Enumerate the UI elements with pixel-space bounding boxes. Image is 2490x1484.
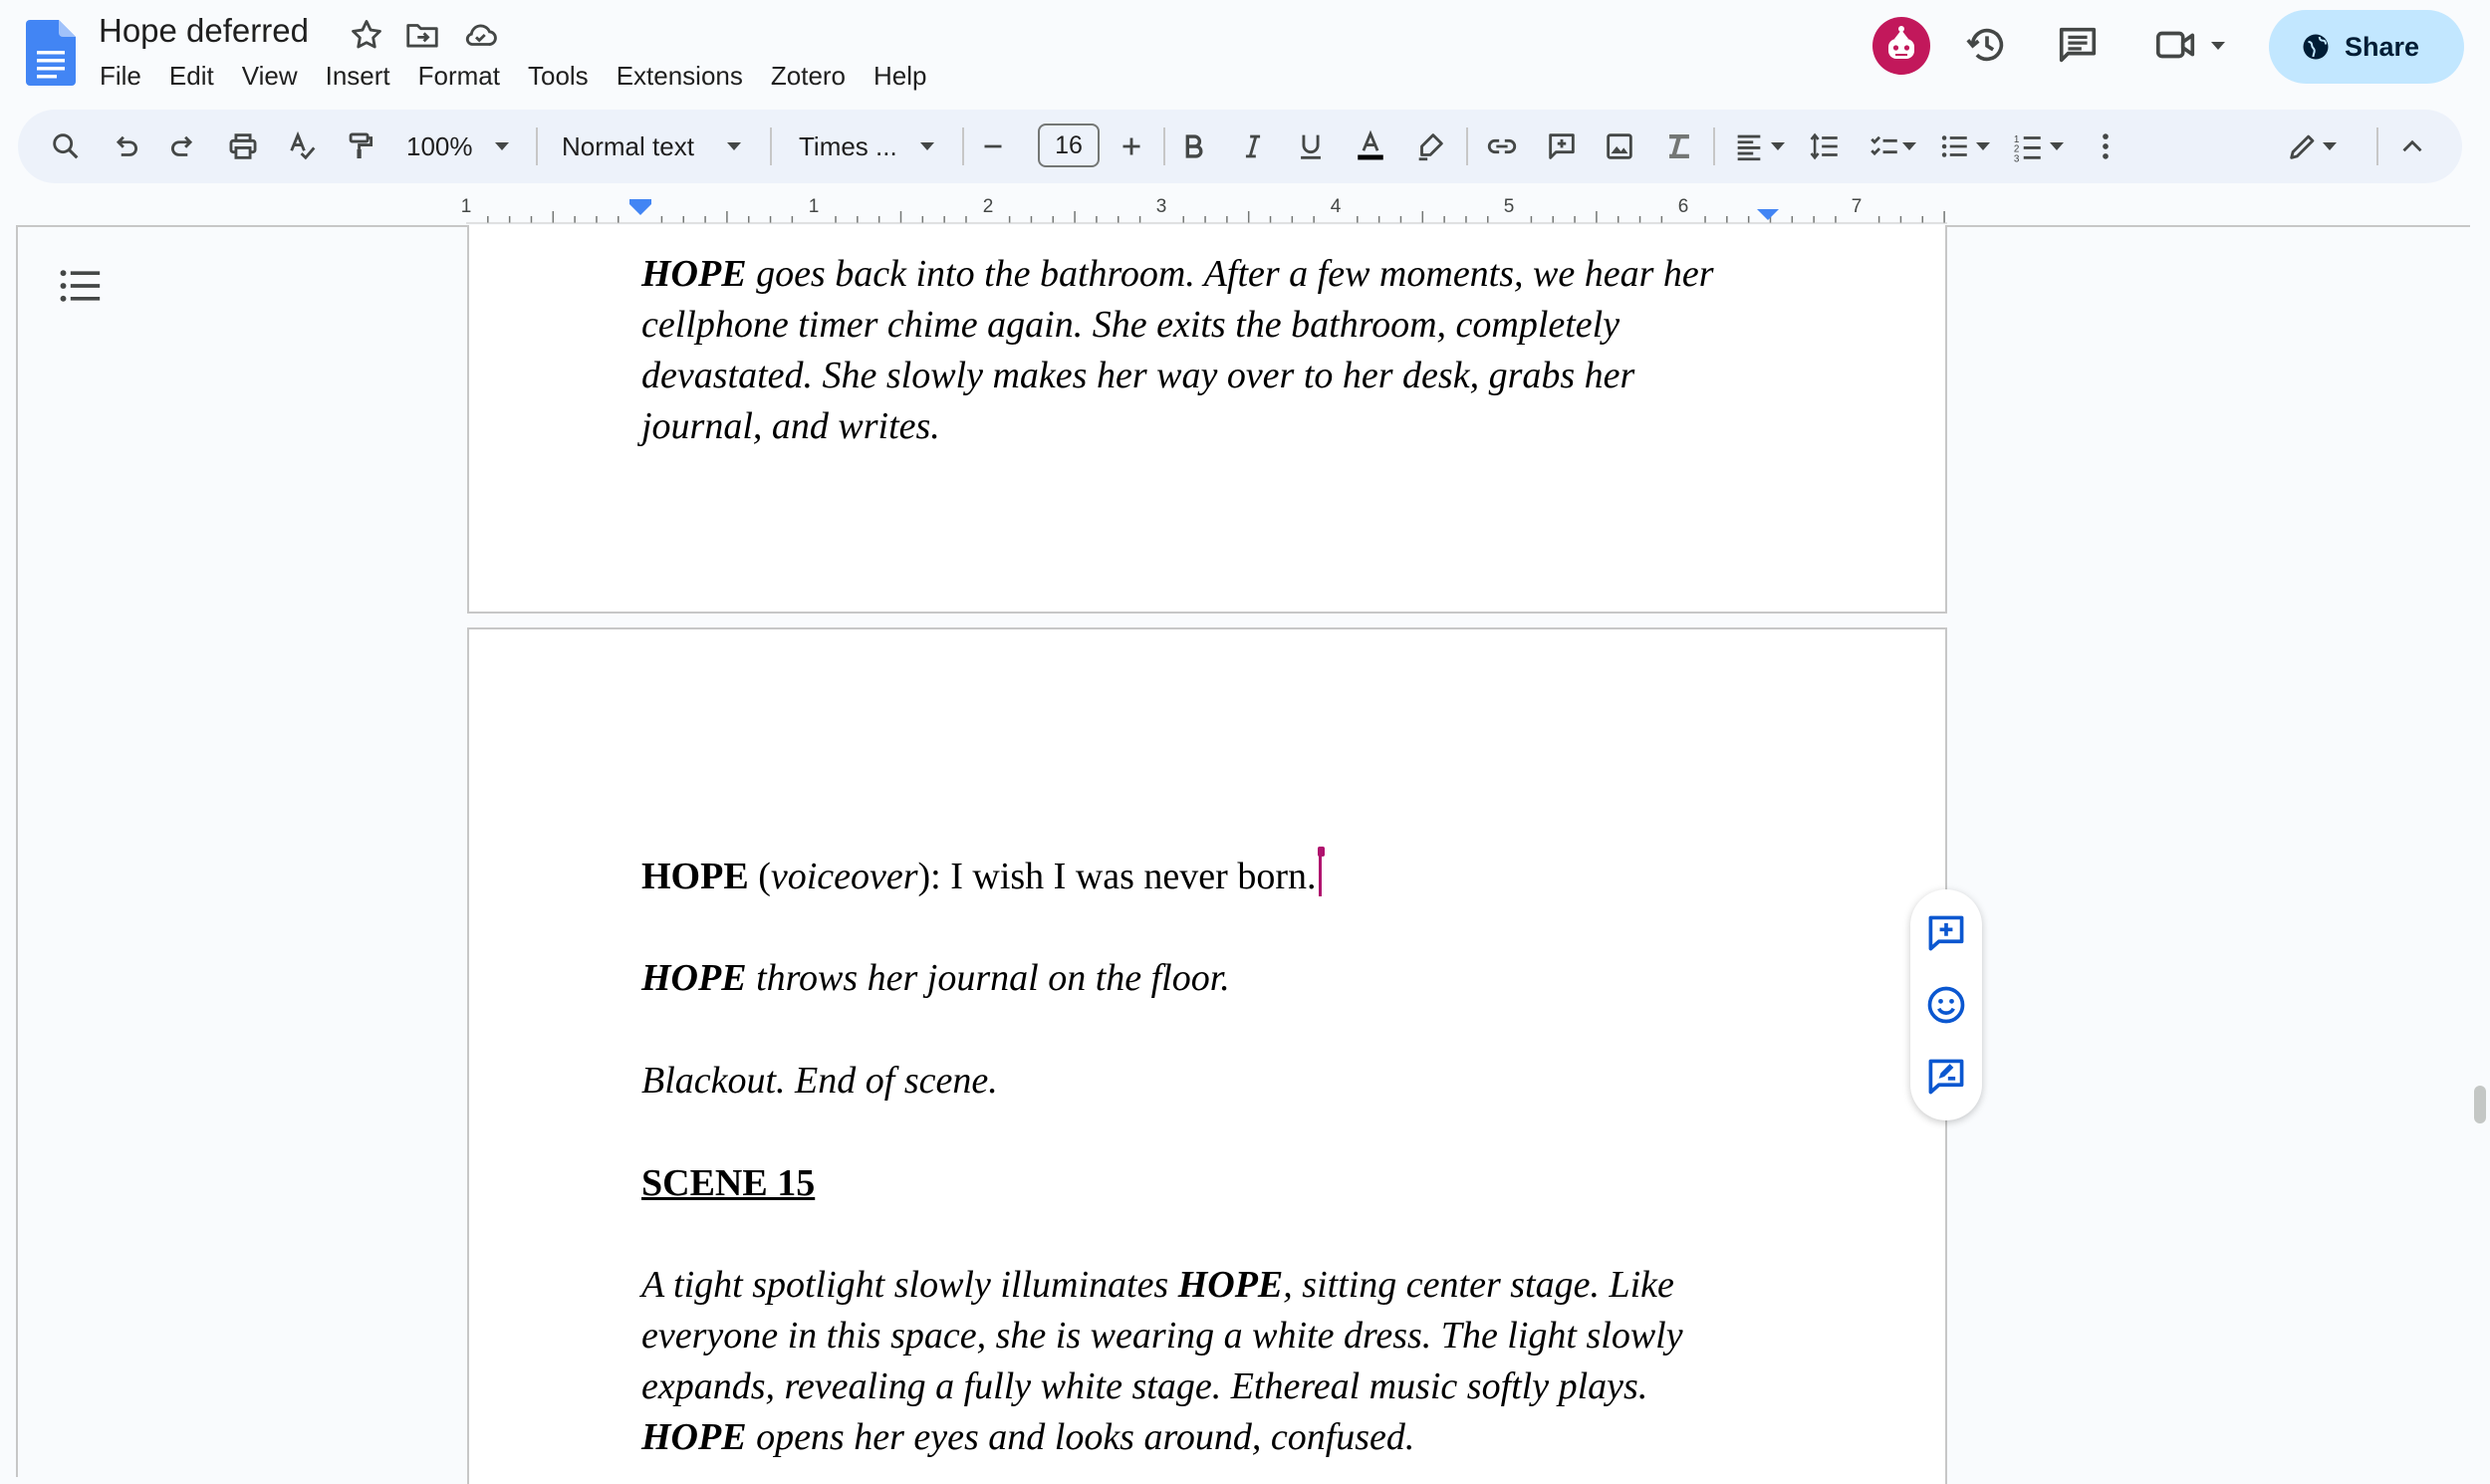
- floating-actions-panel: [1910, 889, 1982, 1120]
- underline-icon: [1294, 129, 1328, 163]
- toolbar-divider: [536, 127, 538, 165]
- minus-icon: [976, 129, 1010, 163]
- text-line: cellphone timer chime again. She exits the bathroom, completely: [641, 304, 1620, 346]
- hide-menus-button[interactable]: [2388, 123, 2436, 170]
- ruler-label: 1: [808, 196, 820, 217]
- bulleted-list-button[interactable]: [1930, 123, 1978, 170]
- increase-font-size-button[interactable]: [1108, 123, 1155, 170]
- svg-text:1: 1: [2013, 133, 2020, 145]
- scene-heading[interactable]: SCENE 15: [641, 1162, 816, 1204]
- text-run: ): I wish I was never born.: [917, 856, 1317, 897]
- ruler-label: 7: [1851, 196, 1863, 217]
- svg-text:2: 2: [2013, 143, 2020, 155]
- star-icon[interactable]: [348, 16, 385, 54]
- ruler-label: 5: [1503, 196, 1515, 217]
- link-icon: [1485, 129, 1519, 163]
- toolbar-divider: [2376, 127, 2378, 165]
- paint-format-icon: [344, 129, 377, 163]
- add-comment-icon: [1545, 129, 1579, 163]
- move-folder-icon[interactable]: [403, 16, 441, 54]
- vertical-scrollbar-thumb[interactable]: [2474, 1086, 2486, 1123]
- menu-extensions[interactable]: Extensions: [616, 61, 743, 91]
- text-line: expands, revealing a fully white stage. Ethereal music softly plays.: [641, 1365, 1648, 1407]
- align-chevron-down-icon[interactable]: [1771, 142, 1785, 150]
- line-spacing-icon: [1808, 129, 1842, 163]
- italic-button[interactable]: [1229, 123, 1277, 170]
- menu-format[interactable]: Format: [417, 61, 500, 91]
- add-emoji-reaction-icon[interactable]: [1924, 983, 1968, 1027]
- share-label: Share: [2345, 31, 2420, 62]
- style-chevron-down-icon[interactable]: [727, 142, 741, 150]
- version-history-icon[interactable]: [1964, 22, 2010, 68]
- character-name: HOPE: [1177, 1264, 1284, 1306]
- align-left-icon: [1732, 129, 1766, 163]
- menu-view[interactable]: View: [241, 61, 298, 91]
- character-name: HOPE: [641, 957, 747, 999]
- checklist-icon: [1868, 129, 1901, 163]
- menu-edit[interactable]: Edit: [168, 61, 214, 91]
- text-line: journal, and writes.: [641, 405, 940, 447]
- more-vertical-icon: [2089, 129, 2122, 163]
- text-run: , sitting center stage. Like: [1283, 1264, 1674, 1306]
- text-line: everyone in this space, she is wearing a white dress. The light slowly: [641, 1315, 1683, 1357]
- cloud-saved-icon[interactable]: [461, 16, 499, 54]
- insert-link-button[interactable]: [1478, 123, 1526, 170]
- paint-format-button[interactable]: [337, 123, 384, 170]
- numbered-list-button[interactable]: [2004, 123, 2052, 170]
- numbering-chevron-down-icon[interactable]: [2050, 142, 2064, 150]
- zoom-select[interactable]: 100%: [406, 131, 473, 161]
- chevron-up-icon: [2395, 129, 2429, 163]
- text-run: A tight spotlight slowly illuminates: [641, 1264, 1178, 1306]
- plus-icon: [1115, 129, 1148, 163]
- add-comment-button[interactable]: [1538, 123, 1586, 170]
- insert-image-button[interactable]: [1596, 123, 1643, 170]
- avatar[interactable]: [1872, 17, 1930, 75]
- action-paragraph[interactable]: [641, 1260, 1787, 1463]
- title-bar: [0, 0, 2490, 110]
- search-icon: [49, 129, 83, 163]
- toolbar-divider: [1466, 127, 1468, 165]
- document-title[interactable]: Hope deferred: [99, 12, 309, 49]
- checklist-chevron-down-icon[interactable]: [1902, 142, 1916, 150]
- align-button[interactable]: [1725, 123, 1773, 170]
- right-indent-marker[interactable]: [1757, 209, 1779, 220]
- clear-formatting-icon: [1662, 129, 1696, 163]
- menu-bar: [86, 58, 941, 94]
- redo-button[interactable]: [159, 123, 207, 170]
- left-indent-marker[interactable]: [629, 199, 651, 215]
- font-size-input[interactable]: 16: [1038, 124, 1100, 167]
- ruler-label: 1: [460, 196, 472, 217]
- spelling-check-button[interactable]: [279, 123, 327, 170]
- action-paragraph[interactable]: [641, 953, 1787, 1004]
- text-cursor: [1319, 853, 1322, 896]
- text-run: (: [748, 856, 771, 897]
- docs-logo-icon[interactable]: [26, 20, 76, 86]
- action-paragraph[interactable]: [641, 1056, 1787, 1107]
- text-color-icon: [1354, 129, 1387, 163]
- text-color-button[interactable]: [1347, 123, 1394, 170]
- document-outline-icon[interactable]: [58, 267, 102, 305]
- spellcheck-icon: [286, 129, 320, 163]
- share-button[interactable]: [2269, 10, 2464, 84]
- character-name: HOPE: [641, 253, 747, 295]
- font-chevron-down-icon[interactable]: [920, 142, 934, 150]
- ruler-label: 4: [1330, 196, 1342, 217]
- menu-tools[interactable]: Tools: [527, 61, 589, 91]
- globe-icon: [2301, 32, 2331, 62]
- more-options-button[interactable]: [2082, 123, 2129, 170]
- text-run: goes back into the bathroom. After a few moments, we hear her: [746, 253, 1714, 295]
- action-paragraph[interactable]: [641, 249, 1787, 452]
- add-comment-icon[interactable]: [1924, 911, 1968, 955]
- menu-zotero[interactable]: Zotero: [770, 61, 847, 91]
- paragraph-style-select[interactable]: Normal text: [562, 131, 694, 161]
- pencil-icon: [2286, 129, 2320, 163]
- highlighter-icon: [1413, 129, 1447, 163]
- mode-chevron-down-icon[interactable]: [2323, 142, 2337, 150]
- text-line: devastated. She slowly makes her way over to her desk, grabs her: [641, 355, 1635, 396]
- checklist-button[interactable]: [1861, 123, 1908, 170]
- menu-insert[interactable]: Insert: [325, 61, 390, 91]
- bold-icon: [1176, 129, 1210, 163]
- ruler-label: 2: [982, 196, 994, 217]
- toolbar-divider: [770, 127, 772, 165]
- zoom-chevron-down-icon[interactable]: [495, 142, 509, 150]
- dialogue-paragraph[interactable]: [641, 852, 1787, 902]
- numbered-list-icon: [2011, 129, 2045, 163]
- ruler-label: 3: [1155, 196, 1167, 217]
- line-spacing-button[interactable]: [1801, 123, 1849, 170]
- text-run: throws her journal on the floor.: [746, 957, 1230, 999]
- ruler[interactable]: [0, 195, 2470, 225]
- bullets-chevron-down-icon[interactable]: [1976, 142, 1990, 150]
- meet-video-icon[interactable]: [2153, 22, 2199, 68]
- formatting-toolbar: [18, 110, 2462, 183]
- toolbar-divider: [1713, 127, 1715, 165]
- highlight-color-button[interactable]: [1406, 123, 1454, 170]
- text-run: voiceover: [770, 856, 918, 897]
- editing-mode-button[interactable]: [2279, 123, 2327, 170]
- suggest-edits-icon[interactable]: [1924, 1055, 1968, 1099]
- toolbar-divider: [1163, 127, 1165, 165]
- menu-help[interactable]: Help: [873, 61, 927, 91]
- search-menus-button[interactable]: [42, 123, 90, 170]
- text-run: opens her eyes and looks around, confused.: [746, 1416, 1415, 1458]
- character-name: HOPE: [641, 856, 749, 897]
- svg-text:3: 3: [2013, 153, 2020, 163]
- print-button[interactable]: [219, 123, 267, 170]
- redo-icon: [166, 129, 200, 163]
- bulleted-list-icon: [1937, 129, 1971, 163]
- underline-button[interactable]: [1287, 123, 1335, 170]
- decrease-font-size-button[interactable]: [969, 123, 1017, 170]
- menu-file[interactable]: File: [100, 61, 141, 91]
- print-icon: [226, 129, 260, 163]
- meet-dropdown-chevron-down-icon[interactable]: [2211, 42, 2225, 50]
- avatar-robot-icon: [1872, 17, 1930, 75]
- comments-icon[interactable]: [2055, 22, 2101, 68]
- undo-icon: [109, 129, 142, 163]
- clear-formatting-button[interactable]: [1655, 123, 1703, 170]
- undo-button[interactable]: [102, 123, 149, 170]
- character-name: HOPE: [641, 1416, 747, 1458]
- ruler-label: 6: [1677, 196, 1689, 217]
- italic-icon: [1236, 129, 1270, 163]
- bold-button[interactable]: [1169, 123, 1217, 170]
- toolbar-divider: [962, 127, 964, 165]
- image-icon: [1603, 129, 1636, 163]
- text-run: Blackout. End of scene.: [641, 1060, 998, 1102]
- font-select[interactable]: Times ...: [799, 131, 897, 161]
